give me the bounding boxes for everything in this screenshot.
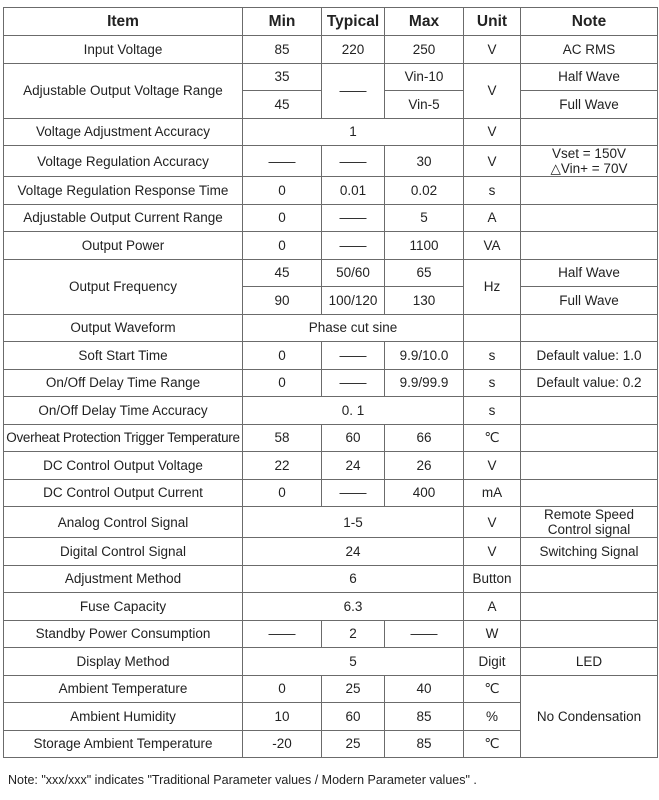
unit-cell: W xyxy=(464,620,521,648)
max-cell: 1100 xyxy=(385,232,464,260)
max-cell: 0.02 xyxy=(385,177,464,205)
unit-cell: ℃ xyxy=(464,675,521,703)
typical-cell: 24 xyxy=(322,452,385,480)
note-cell: AC RMS xyxy=(521,36,658,64)
min-cell: —— xyxy=(243,620,322,648)
typical-cell: —— xyxy=(322,479,385,507)
unit-cell: Digit xyxy=(464,648,521,676)
max-cell: 250 xyxy=(385,36,464,64)
max-cell: 9.9/10.0 xyxy=(385,342,464,370)
footnote: Note: "xxx/xxx" indicates "Traditional Parameter values / Modern Parameter values" . xyxy=(8,773,477,787)
item-cell: On/Off Delay Time Accuracy xyxy=(4,397,243,425)
min-cell: 0 xyxy=(243,204,322,232)
min-cell: 0 xyxy=(243,675,322,703)
max-cell: 26 xyxy=(385,452,464,480)
unit-cell: A xyxy=(464,593,521,621)
min-cell: 0 xyxy=(243,177,322,205)
table-row xyxy=(4,479,658,507)
note-cell: No Condensation xyxy=(521,675,658,758)
unit-cell: A xyxy=(464,204,521,232)
note-cell: LED xyxy=(521,648,658,676)
table-row xyxy=(4,424,658,452)
item-cell: Ambient Humidity xyxy=(4,703,243,731)
max-cell: —— xyxy=(385,620,464,648)
note-cell xyxy=(521,177,658,205)
unit-cell: V xyxy=(464,36,521,64)
unit-cell: Button xyxy=(464,565,521,593)
note-cell xyxy=(521,479,658,507)
min-cell: 22 xyxy=(243,452,322,480)
value-cell: 6.3 xyxy=(243,593,464,621)
typical-cell: 100/120 xyxy=(322,287,385,315)
note-cell: Half Wave xyxy=(521,259,658,287)
table-row xyxy=(4,342,658,370)
table-row xyxy=(4,538,658,566)
item-cell: On/Off Delay Time Range xyxy=(4,369,243,397)
table-row xyxy=(4,507,658,538)
value-cell: 6 xyxy=(243,565,464,593)
min-cell: 10 xyxy=(243,703,322,731)
note-cell xyxy=(521,620,658,648)
unit-cell: ℃ xyxy=(464,730,521,758)
min-cell: 0 xyxy=(243,232,322,260)
value-cell: 1-5 xyxy=(243,507,464,538)
item-cell: Output Waveform xyxy=(4,314,243,342)
header-typical: Typical xyxy=(322,8,385,36)
unit-cell: V xyxy=(464,118,521,146)
item-cell: Soft Start Time xyxy=(4,342,243,370)
value-cell: 5 xyxy=(243,648,464,676)
item-cell: Storage Ambient Temperature xyxy=(4,730,243,758)
item-cell: Output Power xyxy=(4,232,243,260)
unit-cell xyxy=(464,314,521,342)
typical-cell: 60 xyxy=(322,424,385,452)
unit-cell: mA xyxy=(464,479,521,507)
item-cell: DC Control Output Voltage xyxy=(4,452,243,480)
table-row xyxy=(4,204,658,232)
unit-cell: V xyxy=(464,538,521,566)
typical-cell: —— xyxy=(322,204,385,232)
item-cell: Ambient Temperature xyxy=(4,675,243,703)
item-cell: Adjustable Output Voltage Range xyxy=(4,63,243,118)
unit-cell: V xyxy=(464,507,521,538)
item-cell: Overheat Protection Trigger Temperature xyxy=(4,424,243,452)
note-line: △Vin+ = 70V xyxy=(550,161,628,176)
note-cell: Switching Signal xyxy=(521,538,658,566)
max-cell: 85 xyxy=(385,703,464,731)
note-cell: Half Wave xyxy=(521,63,658,91)
header-min: Min xyxy=(243,8,322,36)
table-row xyxy=(4,36,658,64)
table-row xyxy=(4,259,658,287)
value-cell: 0. 1 xyxy=(243,397,464,425)
typical-cell: 2 xyxy=(322,620,385,648)
typical-cell: —— xyxy=(322,369,385,397)
min-cell: 90 xyxy=(243,287,322,315)
note-cell: Default value: 0.2 xyxy=(521,369,658,397)
max-cell: 400 xyxy=(385,479,464,507)
note-cell xyxy=(521,452,658,480)
note-cell xyxy=(521,146,658,177)
item-cell: Digital Control Signal xyxy=(4,538,243,566)
value-cell: 1 xyxy=(243,118,464,146)
unit-cell: Hz xyxy=(464,259,521,314)
typical-cell: 25 xyxy=(322,730,385,758)
unit-cell: % xyxy=(464,703,521,731)
note-cell xyxy=(521,204,658,232)
table-row xyxy=(4,314,658,342)
unit-cell: V xyxy=(464,452,521,480)
item-cell: Fuse Capacity xyxy=(4,593,243,621)
max-cell: 130 xyxy=(385,287,464,315)
item-cell: Analog Control Signal xyxy=(4,507,243,538)
typical-cell: 220 xyxy=(322,36,385,64)
min-cell: 0 xyxy=(243,369,322,397)
table-row xyxy=(4,648,658,676)
unit-cell: V xyxy=(464,146,521,177)
note-cell xyxy=(521,507,658,538)
note-cell xyxy=(521,118,658,146)
max-cell: 5 xyxy=(385,204,464,232)
item-cell: Adjustable Output Current Range xyxy=(4,204,243,232)
table-row xyxy=(4,620,658,648)
note-line: Control signal xyxy=(547,522,631,537)
note-cell xyxy=(521,314,658,342)
note-cell xyxy=(521,232,658,260)
spec-table xyxy=(3,7,658,758)
table-row xyxy=(4,63,658,91)
table-row xyxy=(4,177,658,205)
item-cell: Voltage Adjustment Accuracy xyxy=(4,118,243,146)
typical-cell: 50/60 xyxy=(322,259,385,287)
min-cell: 45 xyxy=(243,91,322,119)
table-row xyxy=(4,565,658,593)
max-cell: 85 xyxy=(385,730,464,758)
note-line: Remote Speed xyxy=(543,507,635,522)
typical-cell: 60 xyxy=(322,703,385,731)
typical-cell: —— xyxy=(322,146,385,177)
note-cell xyxy=(521,424,658,452)
min-cell: 58 xyxy=(243,424,322,452)
max-cell: 66 xyxy=(385,424,464,452)
table-row xyxy=(4,675,658,703)
table-row xyxy=(4,118,658,146)
value-cell: 24 xyxy=(243,538,464,566)
header-unit: Unit xyxy=(464,8,521,36)
note-cell: Full Wave xyxy=(521,287,658,315)
table-row xyxy=(4,397,658,425)
item-cell: Display Method xyxy=(4,648,243,676)
item-cell: Standby Power Consumption xyxy=(4,620,243,648)
min-cell: -20 xyxy=(243,730,322,758)
item-cell: Voltage Regulation Response Time xyxy=(4,177,243,205)
unit-cell: V xyxy=(464,63,521,118)
header-note: Note xyxy=(521,8,658,36)
table-row xyxy=(4,232,658,260)
max-cell: 40 xyxy=(385,675,464,703)
max-cell: Vin-10 xyxy=(385,63,464,91)
table-row xyxy=(4,369,658,397)
max-cell: 9.9/99.9 xyxy=(385,369,464,397)
unit-cell: s xyxy=(464,369,521,397)
unit-cell: s xyxy=(464,397,521,425)
unit-cell: s xyxy=(464,342,521,370)
max-cell: 30 xyxy=(385,146,464,177)
note-cell xyxy=(521,565,658,593)
item-cell: DC Control Output Current xyxy=(4,479,243,507)
header-item: Item xyxy=(4,8,243,36)
unit-cell: VA xyxy=(464,232,521,260)
value-cell: Phase cut sine xyxy=(243,314,464,342)
min-cell: 85 xyxy=(243,36,322,64)
note-line: Vset = 150V xyxy=(552,146,626,161)
note-cell xyxy=(521,397,658,425)
item-cell: Voltage Regulation Accuracy xyxy=(4,146,243,177)
table-row xyxy=(4,593,658,621)
min-cell: 0 xyxy=(243,342,322,370)
min-cell: 0 xyxy=(243,479,322,507)
item-cell: Output Frequency xyxy=(4,259,243,314)
header-row xyxy=(4,8,658,36)
note-cell xyxy=(521,593,658,621)
table-row xyxy=(4,452,658,480)
note-cell: Default value: 1.0 xyxy=(521,342,658,370)
unit-cell: s xyxy=(464,177,521,205)
max-cell: Vin-5 xyxy=(385,91,464,119)
max-cell: 65 xyxy=(385,259,464,287)
table-row xyxy=(4,146,658,177)
min-cell: —— xyxy=(243,146,322,177)
typical-cell: —— xyxy=(322,63,385,118)
header-max: Max xyxy=(385,8,464,36)
item-cell: Input Voltage xyxy=(4,36,243,64)
typical-cell: —— xyxy=(322,342,385,370)
min-cell: 45 xyxy=(243,259,322,287)
min-cell: 35 xyxy=(243,63,322,91)
note-cell: Full Wave xyxy=(521,91,658,119)
typical-cell: 25 xyxy=(322,675,385,703)
unit-cell: ℃ xyxy=(464,424,521,452)
typical-cell: —— xyxy=(322,232,385,260)
item-cell: Adjustment Method xyxy=(4,565,243,593)
typical-cell: 0.01 xyxy=(322,177,385,205)
